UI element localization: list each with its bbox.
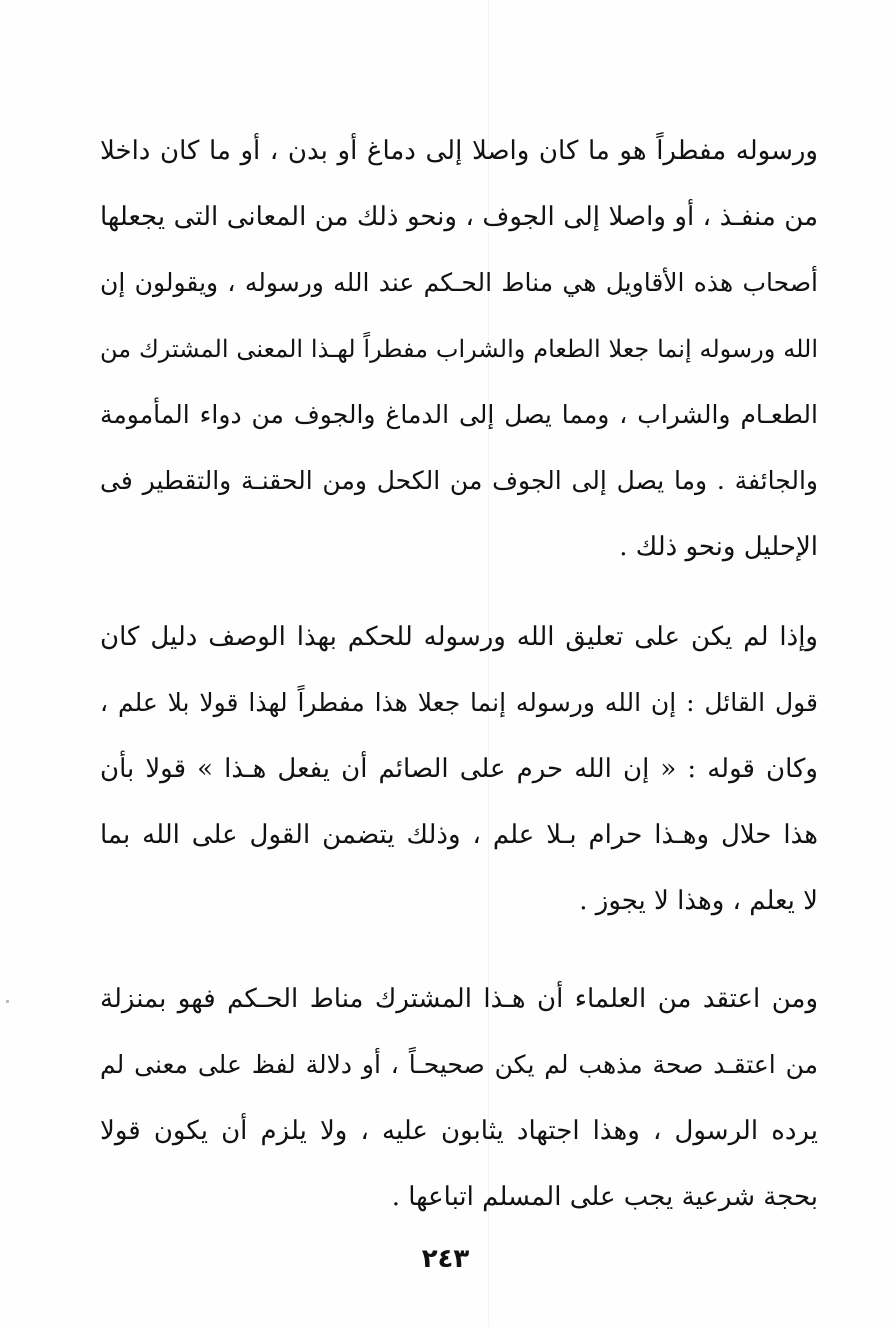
paragraph-line: الإحليل ونحو ذلك . bbox=[619, 532, 818, 562]
paragraph-line: الله ورسوله إنما جعلا الطعام والشراب مفطراً لهـذا المعنى المشترك من bbox=[100, 335, 818, 363]
paragraph-1 bbox=[100, 118, 818, 580]
scan-speck bbox=[6, 1000, 9, 1003]
paragraph-line: ومن اعتقد من العلماء أن هـذا المشترك مناط الحـكم فهو بمنزلة bbox=[100, 984, 818, 1014]
paragraph-line: من منفـذ ، أو واصلا إلى الجوف ، ونحو ذلك من المعانى التى يجعلها bbox=[100, 202, 818, 232]
paragraph-line: ورسوله مفطراً هو ما كان واصلا إلى دماغ أو بدن ، أو ما كان داخلا bbox=[100, 136, 818, 166]
paragraph-line: والجائفة . وما يصل إلى الجوف من الكحل ومن الحقنـة والتقطير فى bbox=[100, 466, 818, 495]
page-number: ٢٤٣ bbox=[421, 1244, 470, 1274]
paragraph-line: يرده الرسول ، وهذا اجتهاد يثابون عليه ، ولا يلزم أن يكون قولا bbox=[100, 1116, 818, 1146]
paragraph-line: لا يعلم ، وهذا لا يجوز . bbox=[579, 886, 818, 916]
paragraph-line: قول القائل : إن الله ورسوله إنما جعلا هذا مفطراً لهذا قولا بلا علم ، bbox=[100, 688, 818, 717]
paragraph-line: هذا حلال وهـذا حرام بـلا علم ، وذلك يتضمن القول على الله بما bbox=[100, 820, 818, 850]
paragraph-line: الطعـام والشراب ، ومما يصل إلى الدماغ والجوف من دواء المأمومة bbox=[100, 400, 818, 429]
paragraph-line: بحجة شرعية يجب على المسلم اتباعها . bbox=[391, 1182, 818, 1212]
paragraph-3 bbox=[100, 966, 818, 1230]
paragraph-line: من اعتقـد صحة مذهب لم يكن صحيحـاً ، أو دلالة لفظ على معنى لم bbox=[100, 1050, 818, 1079]
paragraph-2 bbox=[100, 604, 818, 934]
paragraph-line: وإذا لم يكن على تعليق الله ورسوله للحكم بهذا الوصف دليل كان bbox=[100, 622, 818, 652]
paragraph-line: وكان قوله : « إن الله حرم على الصائم أن يفعل هـذا » قولا بأن bbox=[100, 754, 818, 784]
paragraph-line: أصحاب هذه الأقاويل هي مناط الحـكم عند الله ورسوله ، ويقولون إن bbox=[100, 268, 818, 297]
